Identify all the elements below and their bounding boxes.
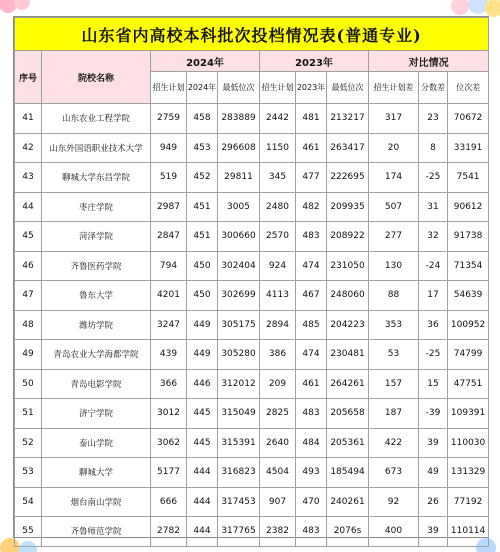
cell-rank-2024: 29811 [218,163,260,193]
cell-rank-diff: 33191 [448,133,489,163]
cell-plan-diff: 157 [369,369,419,399]
cell-rank-2024: 317765 [218,517,260,547]
table-row [15,192,489,222]
cell-plan-2023: 2480 [260,192,296,222]
cell-rank-2023: 205361 [327,428,369,458]
cell-rank-2024: 305280 [218,340,260,370]
cell-plan-2024: 4201 [151,281,187,311]
cell-school: 聊城大学 [42,458,151,488]
cell-rank-diff: 90612 [448,192,489,222]
cell-score-2024: 451 [187,222,218,252]
cell-score-diff: 39 [419,428,448,458]
cell-score-2024: 451 [187,192,218,222]
header-rank-2024: 最低位次 [218,72,260,104]
cell-plan-2024: 3012 [151,399,187,429]
cell-plan-diff: 507 [369,192,419,222]
cell-index: 43 [15,163,42,193]
cell-score-2024: 452 [187,163,218,193]
table-row [15,281,489,311]
table-row [15,369,489,399]
cell-rank-2023: 185494 [327,458,369,488]
cell-plan-2023: 2640 [260,428,296,458]
cell-rank-2024: 312012 [218,369,260,399]
cell-rank-diff: 91738 [448,222,489,252]
cell-rank-diff: 100952 [448,310,489,340]
cell-score-2024: 450 [187,251,218,281]
group-2024: 2024年 [151,51,260,72]
cell-plan-diff: 88 [369,281,419,311]
cell-plan-diff: 187 [369,399,419,429]
cell-rank-2023: 240261 [327,487,369,517]
cell-rank-2024: 305175 [218,310,260,340]
cell-plan-2023: 2894 [260,310,296,340]
group-compare: 对比情况 [369,51,489,72]
cell-score-diff: -25 [419,163,448,193]
cell-index: 55 [15,517,42,547]
cell-index: 47 [15,281,42,311]
cell-plan-2024: 2782 [151,517,187,547]
table-title: 山东省内高校本科批次投档情况表(普通专业) [15,18,489,51]
cell-score-2023: 482 [296,192,327,222]
cell-score-2024: 450 [187,281,218,311]
header-school: 院校名称 [42,51,151,104]
cell-plan-diff: 53 [369,340,419,370]
cell-index: 51 [15,399,42,429]
header-plan-2023: 招生计划 [260,72,296,104]
cell-school: 聊城大学东昌学院 [42,163,151,193]
cell-index: 50 [15,369,42,399]
cell-school: 枣庄学院 [42,192,151,222]
cell-plan-2024: 366 [151,369,187,399]
cell-score-diff: 17 [419,281,448,311]
table-row [15,222,489,252]
cell-score-2023: 474 [296,251,327,281]
cell-plan-2024: 666 [151,487,187,517]
cell-plan-diff: 317 [369,104,419,134]
cell-school: 青岛电影学院 [42,369,151,399]
cell-index: 52 [15,428,42,458]
cell-score-diff: 15 [419,369,448,399]
cell-score-diff: -24 [419,251,448,281]
table-row [15,104,489,134]
header-year-2024: 2024年 [187,72,218,104]
cell-rank-2024: 302699 [218,281,260,311]
cell-rank-2024: 302404 [218,251,260,281]
cell-index: 42 [15,133,42,163]
table-row [15,133,489,163]
cell-plan-2023: 2825 [260,399,296,429]
cell-plan-2023: 4113 [260,281,296,311]
group-2023: 2023年 [260,51,369,72]
cell-plan-diff: 400 [369,517,419,547]
cell-school: 齐鲁医药学院 [42,251,151,281]
cell-rank-diff: 110114 [448,517,489,547]
cell-rank-diff: 7541 [448,163,489,193]
cell-school: 烟台南山学院 [42,487,151,517]
cell-index: 41 [15,104,42,134]
cell-school: 菏泽学院 [42,222,151,252]
cell-score-2023: 483 [296,399,327,429]
cell-school: 济宁学院 [42,399,151,429]
cell-score-2023: 483 [296,517,327,547]
cell-rank-2023: 2076s [327,517,369,547]
cell-rank-2024: 315049 [218,399,260,429]
cell-score-2023: 493 [296,458,327,488]
cell-score-2023: 467 [296,281,327,311]
cell-school: 青岛农业大学海都学院 [42,340,151,370]
cell-score-diff: -25 [419,340,448,370]
table-row [15,251,489,281]
table-row [15,163,489,193]
cell-index: 48 [15,310,42,340]
cell-rank-2024: 315391 [218,428,260,458]
cell-score-diff: 8 [419,133,448,163]
cell-score-diff: 49 [419,458,448,488]
cell-rank-diff: 110030 [448,428,489,458]
header-rank-2023: 最低位次 [327,72,369,104]
cell-rank-2023: 230481 [327,340,369,370]
cell-index: 44 [15,192,42,222]
admission-table [14,17,489,547]
cell-school: 山东外国语职业技术大学 [42,133,151,163]
cell-index: 45 [15,222,42,252]
cell-plan-diff: 422 [369,428,419,458]
cell-rank-diff: 74799 [448,340,489,370]
cell-rank-2023: 222695 [327,163,369,193]
cell-plan-2023: 209 [260,369,296,399]
cell-score-2024: 453 [187,133,218,163]
cell-plan-diff: 20 [369,133,419,163]
cell-plan-2024: 949 [151,133,187,163]
cell-index: 54 [15,487,42,517]
cell-plan-2023: 2570 [260,222,296,252]
cell-score-2024: 445 [187,399,218,429]
cell-plan-diff: 277 [369,222,419,252]
cell-plan-diff: 673 [369,458,419,488]
cell-score-2024: 445 [187,428,218,458]
cell-rank-2024: 3005 [218,192,260,222]
cell-rank-2024: 296608 [218,133,260,163]
header-year-2023: 2023年 [296,72,327,104]
cell-score-diff: 32 [419,222,448,252]
table-row [15,399,489,429]
cell-score-diff: 39 [419,517,448,547]
cell-rank-2023: 204223 [327,310,369,340]
cell-school: 泰山学院 [42,428,151,458]
cell-score-2023: 481 [296,104,327,134]
admission-table-sheet [13,16,489,538]
header-rank-diff: 位次差 [448,72,489,104]
cell-school: 山东农业工程学院 [42,104,151,134]
cell-score-2023: 461 [296,133,327,163]
cell-rank-diff: 54639 [448,281,489,311]
cell-score-2023: 477 [296,163,327,193]
cell-rank-2024: 317453 [218,487,260,517]
cell-score-2023: 470 [296,487,327,517]
cell-plan-2023: 907 [260,487,296,517]
header-plan-2024: 招生计划 [151,72,187,104]
cell-rank-diff: 70672 [448,104,489,134]
cell-score-2023: 483 [296,222,327,252]
cell-rank-2023: 213217 [327,104,369,134]
cell-plan-2023: 4504 [260,458,296,488]
cell-plan-2024: 2987 [151,192,187,222]
cell-rank-2024: 300660 [218,222,260,252]
cell-score-2024: 444 [187,517,218,547]
cell-score-2023: 485 [296,310,327,340]
cell-score-diff: 31 [419,192,448,222]
cell-plan-2024: 2759 [151,104,187,134]
cell-plan-2023: 1150 [260,133,296,163]
table-row [15,487,489,517]
cell-plan-2024: 794 [151,251,187,281]
cell-score-diff: -39 [419,399,448,429]
cell-rank-diff: 109391 [448,399,489,429]
header-plan-diff: 招生计划差 [369,72,419,104]
cell-plan-2023: 924 [260,251,296,281]
cell-school: 潍坊学院 [42,310,151,340]
cell-score-diff: 23 [419,104,448,134]
cell-rank-2023: 205658 [327,399,369,429]
cell-plan-2024: 3062 [151,428,187,458]
table-row [15,310,489,340]
cell-score-2024: 449 [187,340,218,370]
cell-plan-2024: 5177 [151,458,187,488]
cell-plan-2024: 2847 [151,222,187,252]
cell-rank-2023: 264261 [327,369,369,399]
cell-index: 53 [15,458,42,488]
table-row [15,340,489,370]
cell-score-diff: 26 [419,487,448,517]
cell-plan-diff: 130 [369,251,419,281]
cell-plan-2023: 2382 [260,517,296,547]
cell-score-2024: 446 [187,369,218,399]
header-score-diff: 分数差 [419,72,448,104]
cell-rank-2024: 316823 [218,458,260,488]
cell-rank-diff: 77192 [448,487,489,517]
cell-rank-diff: 131329 [448,458,489,488]
cell-school: 齐鲁师范学院 [42,517,151,547]
cell-score-2024: 458 [187,104,218,134]
cell-score-2024: 444 [187,458,218,488]
cell-score-2024: 449 [187,310,218,340]
table-body [15,104,489,547]
cell-score-2024: 444 [187,487,218,517]
cell-plan-2023: 2442 [260,104,296,134]
cell-score-2023: 484 [296,428,327,458]
cell-plan-2023: 345 [260,163,296,193]
cell-rank-diff: 47751 [448,369,489,399]
cell-plan-2024: 519 [151,163,187,193]
header-index: 序号 [15,51,42,104]
cell-rank-2023: 248060 [327,281,369,311]
cell-school: 鲁东大学 [42,281,151,311]
table-row [15,517,489,547]
cell-plan-2023: 386 [260,340,296,370]
cell-rank-2023: 209935 [327,192,369,222]
cell-score-2023: 474 [296,340,327,370]
cell-rank-2023: 231050 [327,251,369,281]
cell-rank-2024: 283889 [218,104,260,134]
cell-score-2023: 461 [296,369,327,399]
cell-score-diff: 36 [419,310,448,340]
cell-index: 46 [15,251,42,281]
table-row [15,458,489,488]
cell-plan-2024: 439 [151,340,187,370]
cell-rank-2023: 263417 [327,133,369,163]
cell-rank-2023: 208922 [327,222,369,252]
cell-plan-diff: 92 [369,487,419,517]
cell-plan-diff: 353 [369,310,419,340]
cell-plan-2024: 3247 [151,310,187,340]
table-row [15,428,489,458]
cell-plan-diff: 174 [369,163,419,193]
cell-rank-diff: 71354 [448,251,489,281]
cell-index: 49 [15,340,42,370]
